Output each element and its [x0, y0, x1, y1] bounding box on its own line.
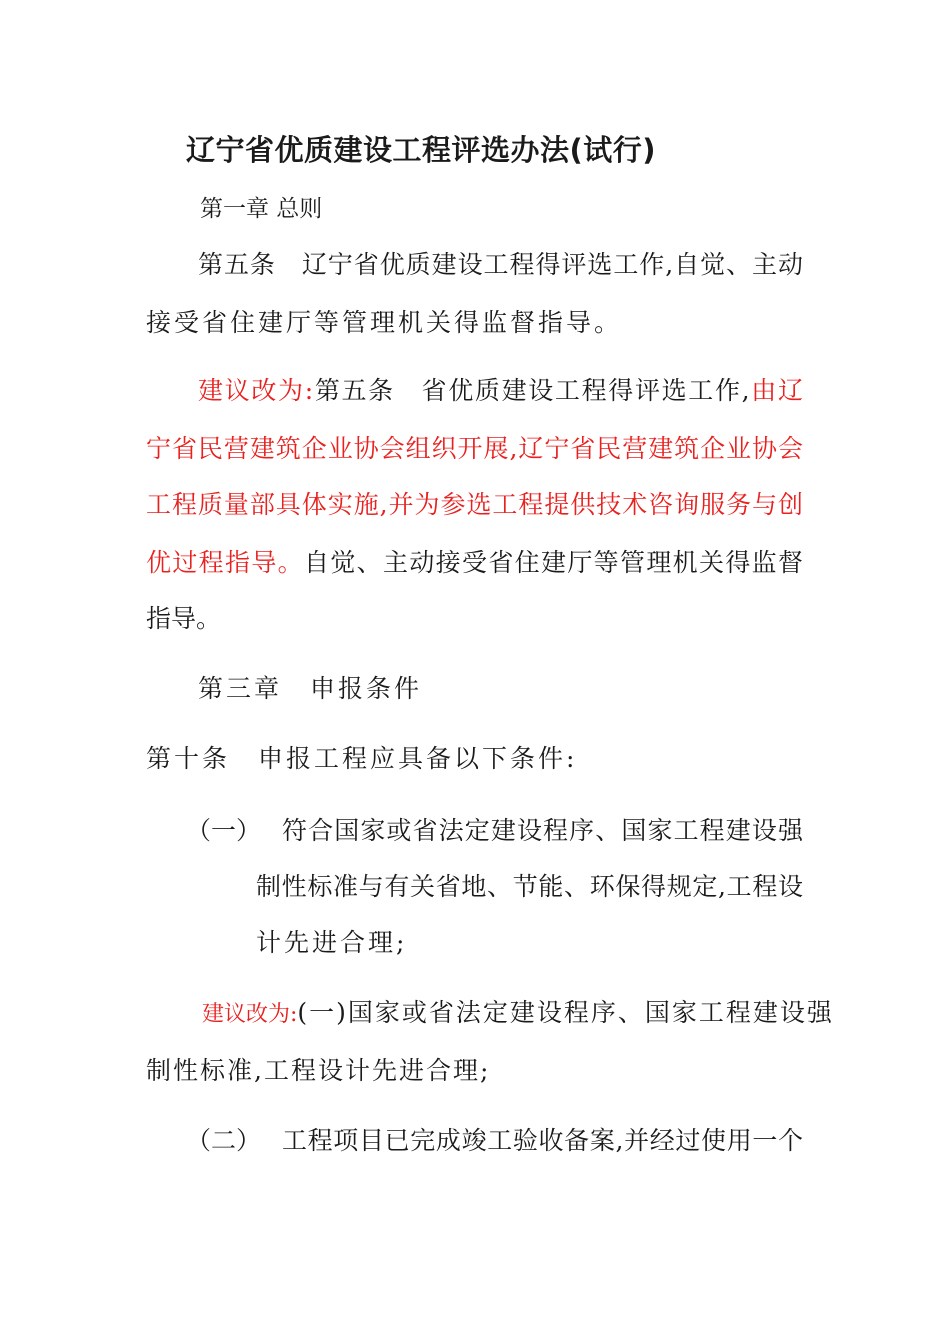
- item-1-line-2: 制性标准与有关省地、节能、环保得规定,工程设: [256, 872, 803, 901]
- suggestion-2-line-1: [202, 996, 834, 1032]
- suggestion-2-line-2: 制性标准,工程设计先进合理;: [146, 1056, 491, 1085]
- item-2-line-1: 工程项目已完成竣工验收备案,并经过使用一个: [282, 1126, 803, 1155]
- suggestion-1-line-3: 工程质量部具体实施,并为参选工程提供技术咨询服务与创: [146, 490, 803, 519]
- suggestion-label: 建议改为:: [198, 376, 314, 405]
- document-title: 辽宁省优质建设工程评选办法(试行): [186, 133, 657, 167]
- suggestion-1-line-4-black: 自觉、主动接受省住建厅等管理机关得监督: [304, 548, 803, 577]
- article-10-heading: 第十条 申报工程应具备以下条件:: [146, 744, 578, 773]
- suggestion-1-line-4-red: 优过程指导。: [146, 548, 304, 577]
- suggestion-1-text-red: 由辽: [749, 376, 803, 405]
- item-2-number: （二）: [186, 1126, 262, 1155]
- item-1-number: （一）: [186, 816, 262, 845]
- suggestion-1-text-black: 第五条 省优质建设工程得评选工作,: [313, 376, 750, 405]
- item-1-line-1: 符合国家或省法定建设程序、国家工程建设强: [282, 816, 803, 845]
- suggestion-2-text: (一)国家或省法定建设程序、国家工程建设强: [297, 998, 834, 1027]
- chapter-1-heading: 第一章 总则: [200, 196, 323, 222]
- chapter-3-heading: 第三章 申报条件: [198, 674, 423, 703]
- article-5-line-1: 第五条 辽宁省优质建设工程得评选工作,自觉、主动: [198, 250, 803, 279]
- suggestion-1-line-5: 指导。: [146, 604, 222, 633]
- item-1-line-3: 计先进合理;: [256, 928, 408, 957]
- suggestion-1-line-4: [146, 546, 803, 580]
- suggestion-1-line-2: 宁省民营建筑企业协会组织开展,辽宁省民营建筑企业协会: [146, 434, 803, 463]
- suggestion-label: 建议改为:: [202, 1002, 298, 1027]
- suggestion-1-line-1: [198, 374, 803, 408]
- article-5-line-2: 接受省住建厅等管理机关得监督指导。: [146, 308, 623, 337]
